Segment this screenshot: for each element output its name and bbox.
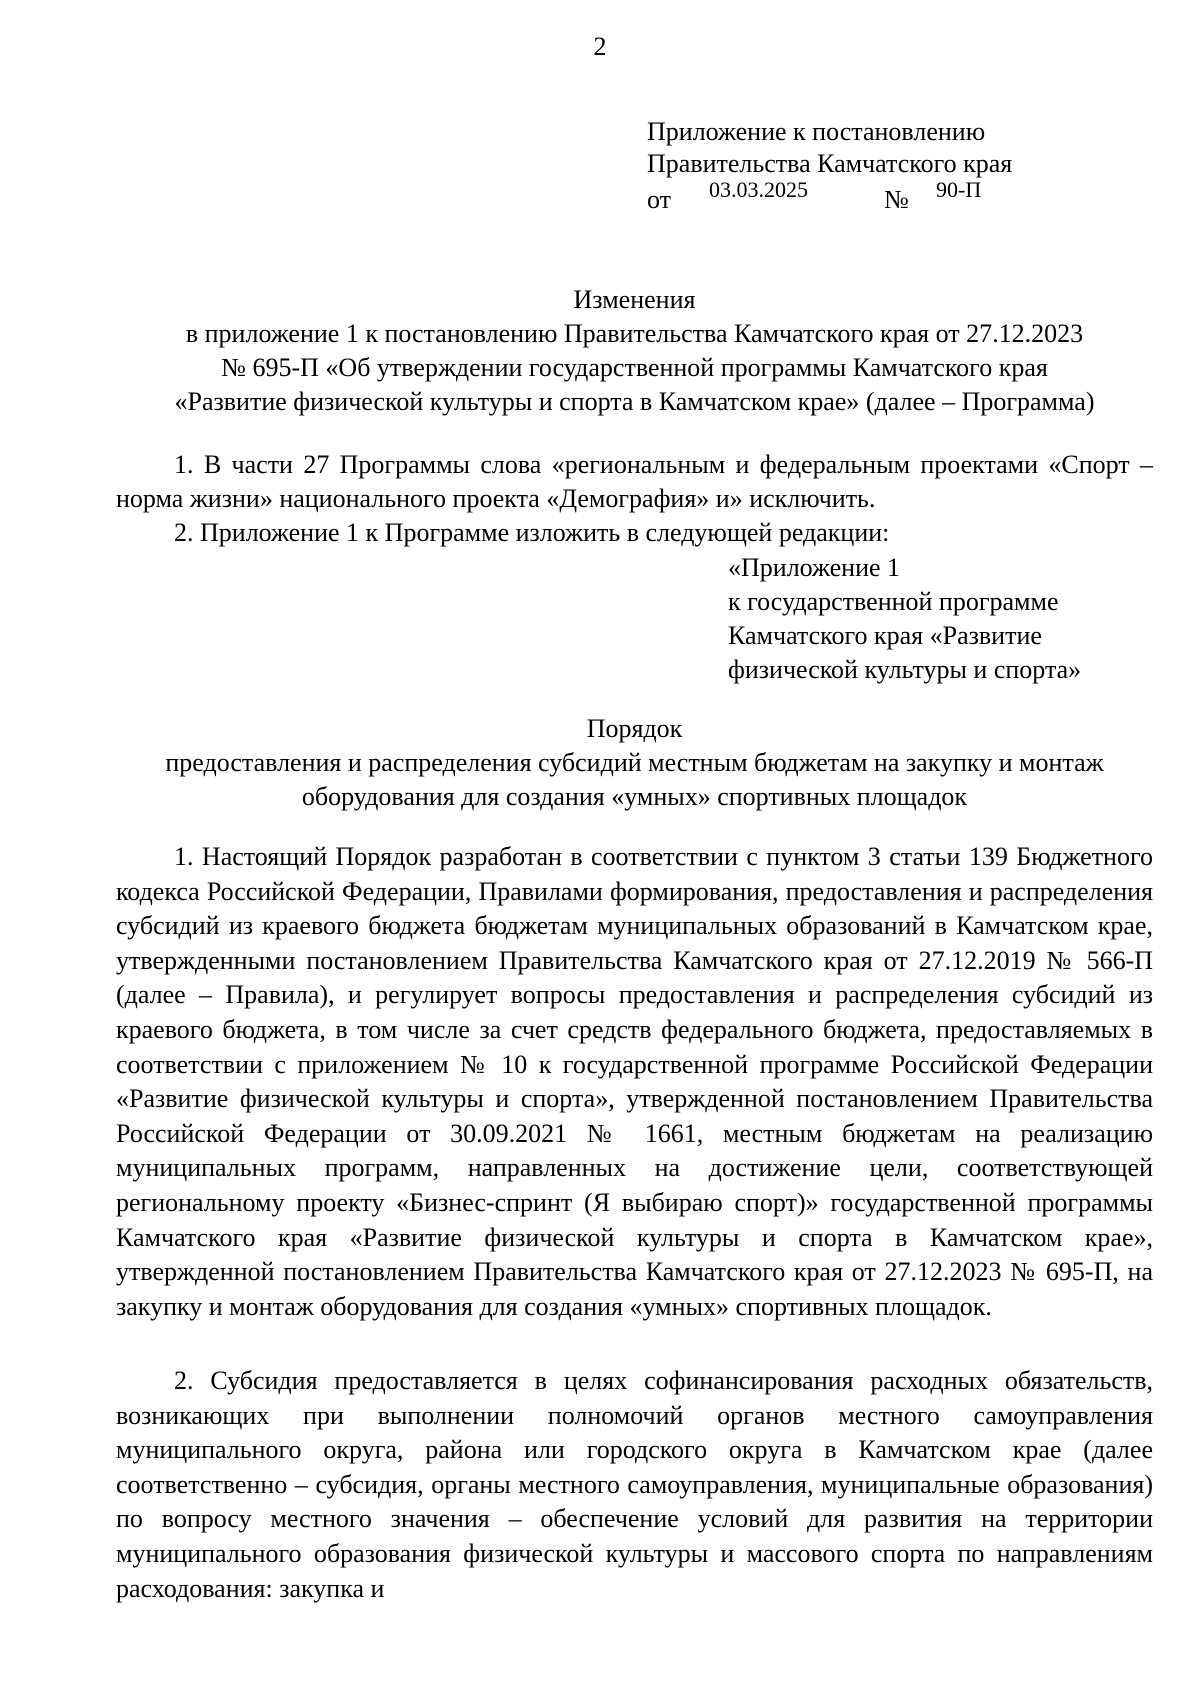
page-number: 2: [593, 32, 607, 61]
appendix-1-line1: «Приложение 1: [728, 553, 901, 582]
appendix-header: [647, 116, 1012, 212]
changes-title-line3: «Развитие физической культуры и спорта в Камчатском крае» (далее – Программа): [174, 387, 1095, 416]
order-title-line1: предоставления и распределения субсидий местным бюджетам на закупку и монтаж: [165, 748, 1104, 777]
appendix-header-line1: Приложение к постановлению: [647, 117, 986, 146]
appendix-1-line2: к государственной программе: [728, 587, 1059, 616]
appendix-header-line2: Правительства Камчатского края: [647, 149, 1013, 178]
order-title: [116, 712, 1153, 814]
order-heading: Порядок: [586, 714, 683, 743]
changes-title-line2: № 695-П «Об утверждении государственной программы Камчатского края: [221, 353, 1048, 382]
changes-heading: Изменения: [573, 285, 696, 314]
order-title-line2: оборудования для создания «умных» спортивных площадок: [301, 782, 968, 811]
resolution-number: 90-П: [936, 177, 982, 202]
appendix-1-header: [728, 551, 1081, 687]
paragraph-1: 1. Настоящий Порядок разработан в соответствии с пунктом 3 статьи 139 Бюджетного кодекса Российской Федерации, Правилами формирования, предоставления и распределения субсидий из краевого бюджета бюджетам муниципальных образований в Камчатском крае, утвержденными постановлением Правительства Камчатского края от 27.12.2019 № 566-П (далее – Правила), и регулирует вопросы предоставления и распределения субсидий из краевого бюджета, в том числе за счет средств федерального бюджета, предоставляемых в соответствии с приложением № 10 к государственной программе Российской Федерации «Развитие физической культуры и спорта», утвержденной постановлением Правительства Российской Федерации от 30.09.2021 № 1661, местным бюджетам на реализацию муниципальных программ, направленных на достижение цели, соответствующей региональному проекту «Бизнес-спринт (Я выбираю спорт)» государственной программы Камчатского края «Развитие физической культуры и спорта в Камчатском крае», утвержденной постановлением Правительства Камчатского края от 27.12.2023 № 695-П, на закупку и монтаж оборудования для создания «умных» спортивных площадок.: [116, 842, 1153, 1321]
appendix-header-date-row: [647, 177, 1012, 214]
item-1: 1. В части 27 Программы слова «региональным и федеральным проектами «Спорт – норма жизни» национального проекта «Демография» и» исключить.: [116, 450, 1153, 513]
paragraph-2: 2. Субсидия предоставляется в целях софинансирования расходных обязательств, возникающих при выполнении полномочий органов местного самоуправления муниципального округа, района или городского округа в Камчатском крае (далее соответственно – субсидия, органы местного самоуправления, муниципальные образования) по вопросу местного значения – обеспечение условий для развития на территории муниципального образования физической культуры и массового спорта по направлениям расходования: закупка и: [116, 1366, 1153, 1603]
changes-title: [116, 283, 1153, 419]
appendix-1-line3: Камчатского края «Развитие: [728, 621, 1042, 650]
appendix-1-line4: физической культуры и спорта»: [728, 655, 1082, 684]
item-2: 2. Приложение 1 к Программе изложить в следующей редакции:: [174, 518, 890, 547]
changes-title-line1: в приложение 1 к постановлению Правительства Камчатского края от 27.12.2023: [185, 319, 1084, 348]
from-label: от: [647, 185, 672, 214]
number-label: №: [884, 185, 909, 214]
resolution-date: 03.03.2025: [709, 177, 808, 202]
